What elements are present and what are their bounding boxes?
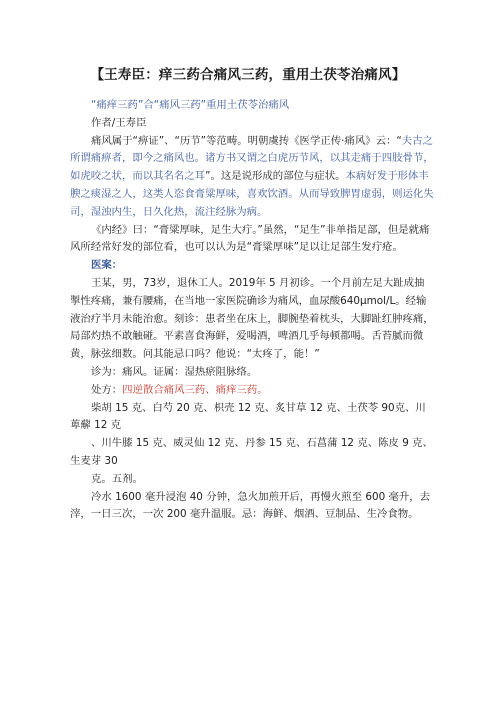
intro-quote: 夫古之所谓痛痹者，即今之痛风也。诸方书又谓之白虎历节风，以其走痛于四肢骨节，如虎咬之状，而以其名名之耳 (70, 134, 434, 183)
article-body (70, 97, 434, 524)
paragraph-neijing: 《内经》曰：“膏粱厚味，足生大疔。”虽然，“足生”非单指足部，但是就痛风所经常好发的部位看，也可以认为是“膏粱厚味”足以让足部生发疔疮。 (70, 223, 430, 254)
prescription-formula: 四逆散合痛风三药、痛痒三药。 (122, 383, 268, 396)
article-author: 作者/王寿臣 (91, 116, 147, 129)
paragraph-intro (70, 133, 434, 222)
intro-text: 痛风属于“痹证”、“历节”等范畴。明朝虞抟《医学正传·痛风》云：“ (91, 134, 402, 147)
article-subtitle: “痛痒三药”合“痛风三药”重用土茯苓治痛风 (91, 99, 290, 111)
page-title: 【王寿臣：痒三药合痛风三药，重用土茯苓治痛风】 (90, 67, 406, 83)
paragraph-case: 王某，男，73岁，退休工人。2019年 5 月初诊。一个月前左足大趾成抽掣性疼痛，兼有腰痛，在当地一家医院确诊为痛风，血尿酸640μmol/L。经输液治疗半月未能治愈。刻诊：患者坐在床上，脚腕垫着枕头，大脚趾红肿疼痛，局部灼热不敢触碰。平素喜食海鲜，爱喝酒，啤酒几乎每顿都喝。舌苔腻而微黄，脉弦细数。问其能忌口吗？他说：“太疼了，能！” (70, 276, 434, 361)
herb-list-1: 柴胡 15 克、白芍 20 克、枳壳 12 克、炙甘草 12 克、土茯苓 90克、川萆薢 12 克 (70, 401, 426, 432)
paragraph-decoction: 冷水 1600 毫升浸泡 40 分钟，急火加煎开后，再慢火煎至 600 毫升，去滓，一日三次，一次 200 毫升温服。忌：海鲜、烟酒、豆制品、生冷食物。 (70, 490, 431, 521)
prescription-label: 处方： (91, 383, 123, 396)
diagnosis-line: 诊为：痛风。证属：湿热瘀阻脉络。 (91, 365, 258, 378)
intro-text-cont: ”。这是说形成的部位与症状。 (205, 170, 346, 183)
prescription-line (70, 382, 434, 400)
case-label: 医案： (91, 259, 123, 272)
herb-list-3: 克。五剂。 (91, 472, 143, 485)
intro-highlight: 本病好发于形体丰腴之痰湿之人，这类人恣食膏粱厚味，喜欢饮酒。从而导致脾胃虚弱，则运化失司，湿浊内生，日久化热，流注经脉为病。 (70, 170, 434, 218)
herb-list-2: 、川牛膝 15 克、威灵仙 12 克、丹参 15 克、石菖蒲 12 克、陈皮 9 克、生麦芽 30 (70, 437, 433, 467)
